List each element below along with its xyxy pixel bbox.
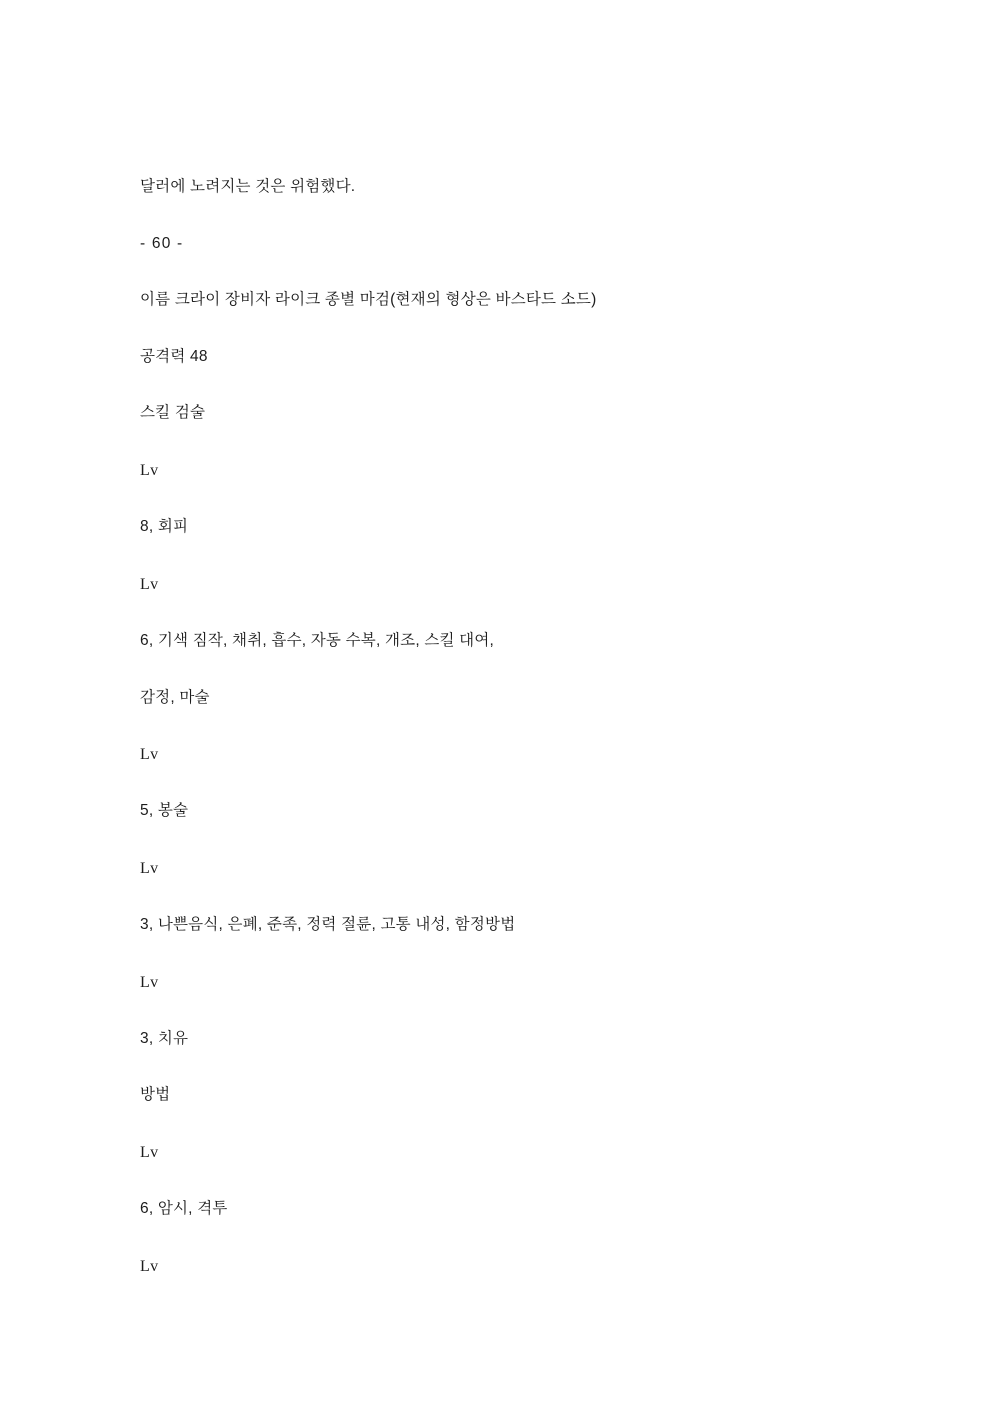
paragraph: 3, 치유 xyxy=(140,1029,189,1047)
document-body xyxy=(140,178,840,1276)
paragraph: Lv xyxy=(140,859,159,877)
paragraph: 5, 봉술 xyxy=(140,802,189,820)
paragraph: Lv xyxy=(140,746,159,764)
paragraph: 3, 나쁜음식, 은폐, 준족, 정력 절륜, 고통 내성, 함정방법 xyxy=(140,916,516,934)
paragraph: Lv xyxy=(140,461,159,479)
paragraph: Lv xyxy=(140,575,159,593)
paragraph: Lv xyxy=(140,1257,159,1275)
paragraph: Lv xyxy=(140,973,159,991)
paragraph: 방법 xyxy=(140,1086,171,1104)
paragraph: 달러에 노려지는 것은 위험했다. xyxy=(140,178,356,195)
paragraph: Lv xyxy=(140,1144,159,1162)
paragraph: 스킬 검술 xyxy=(140,404,206,422)
paragraph: 6, 암시, 격투 xyxy=(140,1200,228,1218)
paragraph: 이름 크라이 장비자 라이크 종별 마검(현재의 형상은 바스타드 소드) xyxy=(140,291,597,309)
paragraph: 감정, 마술 xyxy=(140,688,210,706)
paragraph: 8, 회피 xyxy=(140,518,189,536)
paragraph: 공격력 48 xyxy=(140,347,208,365)
page-number-separator: - 60 - xyxy=(140,234,184,252)
paragraph: 6, 기색 짐작, 채취, 흡수, 자동 수복, 개조, 스킬 대여, xyxy=(140,631,495,649)
